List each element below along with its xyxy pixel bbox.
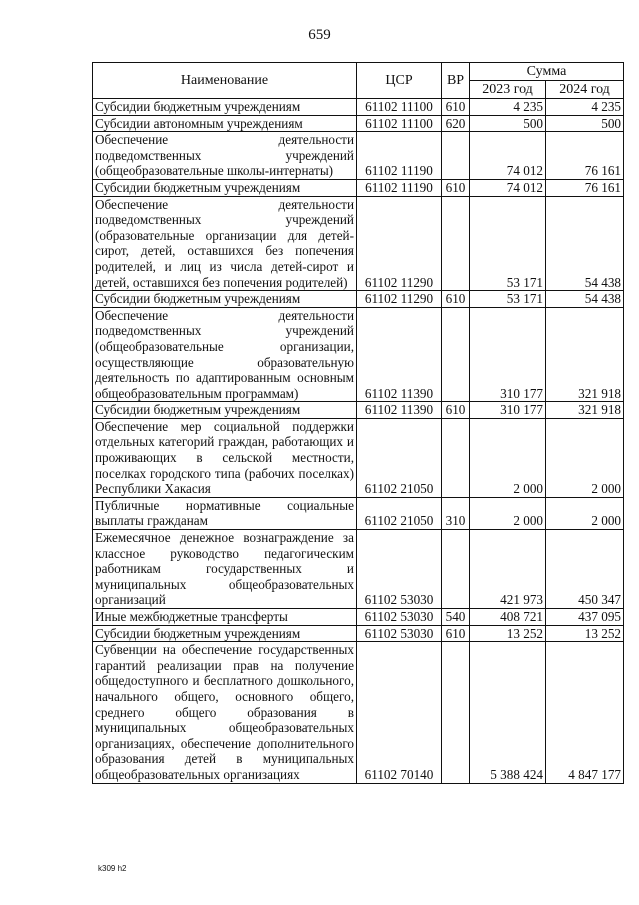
table-row xyxy=(93,530,624,609)
row-2024: 321 918 xyxy=(546,307,624,402)
row-name: Субсидии автономным учреждениям xyxy=(93,115,357,132)
table-row xyxy=(93,99,624,116)
row-csr: 61102 11190 xyxy=(357,179,442,196)
row-name: Обеспечение деятельности подведомственных учреждений (общеобразовательные школы-интернаты) xyxy=(93,132,357,180)
row-csr: 61102 11390 xyxy=(357,307,442,402)
row-2023: 408 721 xyxy=(470,609,546,626)
row-2023: 421 973 xyxy=(470,530,546,609)
row-vr: 620 xyxy=(442,115,470,132)
row-2023: 310 177 xyxy=(470,402,546,419)
row-csr: 61102 11100 xyxy=(357,115,442,132)
row-csr: 61102 11190 xyxy=(357,132,442,180)
row-vr xyxy=(442,196,470,291)
row-2024: 4 847 177 xyxy=(546,642,624,783)
row-vr xyxy=(442,418,470,497)
row-2024: 54 438 xyxy=(546,196,624,291)
header-vr: ВР xyxy=(442,63,470,99)
row-2024: 13 252 xyxy=(546,625,624,642)
table-row xyxy=(93,418,624,497)
row-2023: 5 388 424 xyxy=(470,642,546,783)
row-2023: 500 xyxy=(470,115,546,132)
row-csr: 61102 11290 xyxy=(357,196,442,291)
header-year-2024: 2024 год xyxy=(546,81,624,99)
row-name: Субсидии бюджетным учреждениям xyxy=(93,291,357,308)
row-name: Обеспечение деятельности подведомственных учреждений (общеобразовательные организации, осуществляющие образовательную деятельность по адаптированным основным общеобразовательным программам) xyxy=(93,307,357,402)
row-csr: 61102 70140 xyxy=(357,642,442,783)
footer-code: k309 h2 xyxy=(98,864,127,873)
header-name: Наименование xyxy=(93,63,357,99)
row-2024: 76 161 xyxy=(546,132,624,180)
budget-table xyxy=(92,62,624,784)
row-name: Публичные нормативные социальные выплаты гражданам xyxy=(93,497,357,529)
row-2023: 74 012 xyxy=(470,132,546,180)
row-2024: 4 235 xyxy=(546,99,624,116)
row-2024: 500 xyxy=(546,115,624,132)
row-name: Иные межбюджетные трансферты xyxy=(93,609,357,626)
row-vr: 610 xyxy=(442,402,470,419)
header-year-2023: 2023 год xyxy=(470,81,546,99)
row-2024: 2 000 xyxy=(546,497,624,529)
table-row xyxy=(93,497,624,529)
row-name: Ежемесячное денежное вознаграждение за классное руководство педагогическим работникам государственных и муниципальных общеобразовательных организаций xyxy=(93,530,357,609)
row-vr: 610 xyxy=(442,291,470,308)
row-csr: 61102 53030 xyxy=(357,625,442,642)
table-row xyxy=(93,132,624,180)
row-vr xyxy=(442,132,470,180)
table-row xyxy=(93,291,624,308)
row-csr: 61102 53030 xyxy=(357,609,442,626)
page-number: 659 xyxy=(308,27,331,43)
row-vr: 610 xyxy=(442,179,470,196)
row-2023: 4 235 xyxy=(470,99,546,116)
table-row xyxy=(93,307,624,402)
header-sum: Сумма xyxy=(470,63,624,81)
row-vr xyxy=(442,530,470,609)
row-csr: 61102 11100 xyxy=(357,99,442,116)
row-2023: 310 177 xyxy=(470,307,546,402)
row-vr: 310 xyxy=(442,497,470,529)
row-vr: 610 xyxy=(442,99,470,116)
table-row xyxy=(93,402,624,419)
row-vr xyxy=(442,642,470,783)
row-2024: 76 161 xyxy=(546,179,624,196)
row-2023: 74 012 xyxy=(470,179,546,196)
row-csr: 61102 11390 xyxy=(357,402,442,419)
row-csr: 61102 53030 xyxy=(357,530,442,609)
table-row xyxy=(93,115,624,132)
table-row xyxy=(93,609,624,626)
row-2023: 2 000 xyxy=(470,418,546,497)
table-row xyxy=(93,625,624,642)
row-2023: 13 252 xyxy=(470,625,546,642)
row-csr: 61102 11290 xyxy=(357,291,442,308)
row-name: Субсидии бюджетным учреждениям xyxy=(93,179,357,196)
row-vr xyxy=(442,307,470,402)
row-2024: 2 000 xyxy=(546,418,624,497)
row-2023: 2 000 xyxy=(470,497,546,529)
row-2023: 53 171 xyxy=(470,196,546,291)
row-name: Обеспечение мер социальной поддержки отдельных категорий граждан, работающих и проживающих в сельской местности, поселках городского типа (рабочих поселках) Республики Хакасия xyxy=(93,418,357,497)
row-vr: 610 xyxy=(442,625,470,642)
row-2024: 437 095 xyxy=(546,609,624,626)
row-2024: 321 918 xyxy=(546,402,624,419)
row-name: Субсидии бюджетным учреждениям xyxy=(93,99,357,116)
row-csr: 61102 21050 xyxy=(357,418,442,497)
row-2024: 450 347 xyxy=(546,530,624,609)
table-row xyxy=(93,642,624,783)
row-name: Субсидии бюджетным учреждениям xyxy=(93,402,357,419)
header-csr: ЦСР xyxy=(357,63,442,99)
row-name: Субвенции на обеспечение государственных гарантий реализации прав на получение общедоступного и бесплатного дошкольного, начального общего, основного общего, среднего общего образования в муниципальных общеобразовательных организациях, обеспечение дополнительного образования детей в муниципальных общеобразовательных организациях xyxy=(93,642,357,783)
table-row xyxy=(93,179,624,196)
row-name: Субсидии бюджетным учреждениям xyxy=(93,625,357,642)
row-vr: 540 xyxy=(442,609,470,626)
table-row xyxy=(93,196,624,291)
row-2024: 54 438 xyxy=(546,291,624,308)
row-name: Обеспечение деятельности подведомственных учреждений (образовательные организации для детей-сирот, детей, оставшихся без попечения родителей, и лиц из числа детей-сирот и детей, оставшихся без попечения родителей) xyxy=(93,196,357,291)
row-csr: 61102 21050 xyxy=(357,497,442,529)
row-2023: 53 171 xyxy=(470,291,546,308)
